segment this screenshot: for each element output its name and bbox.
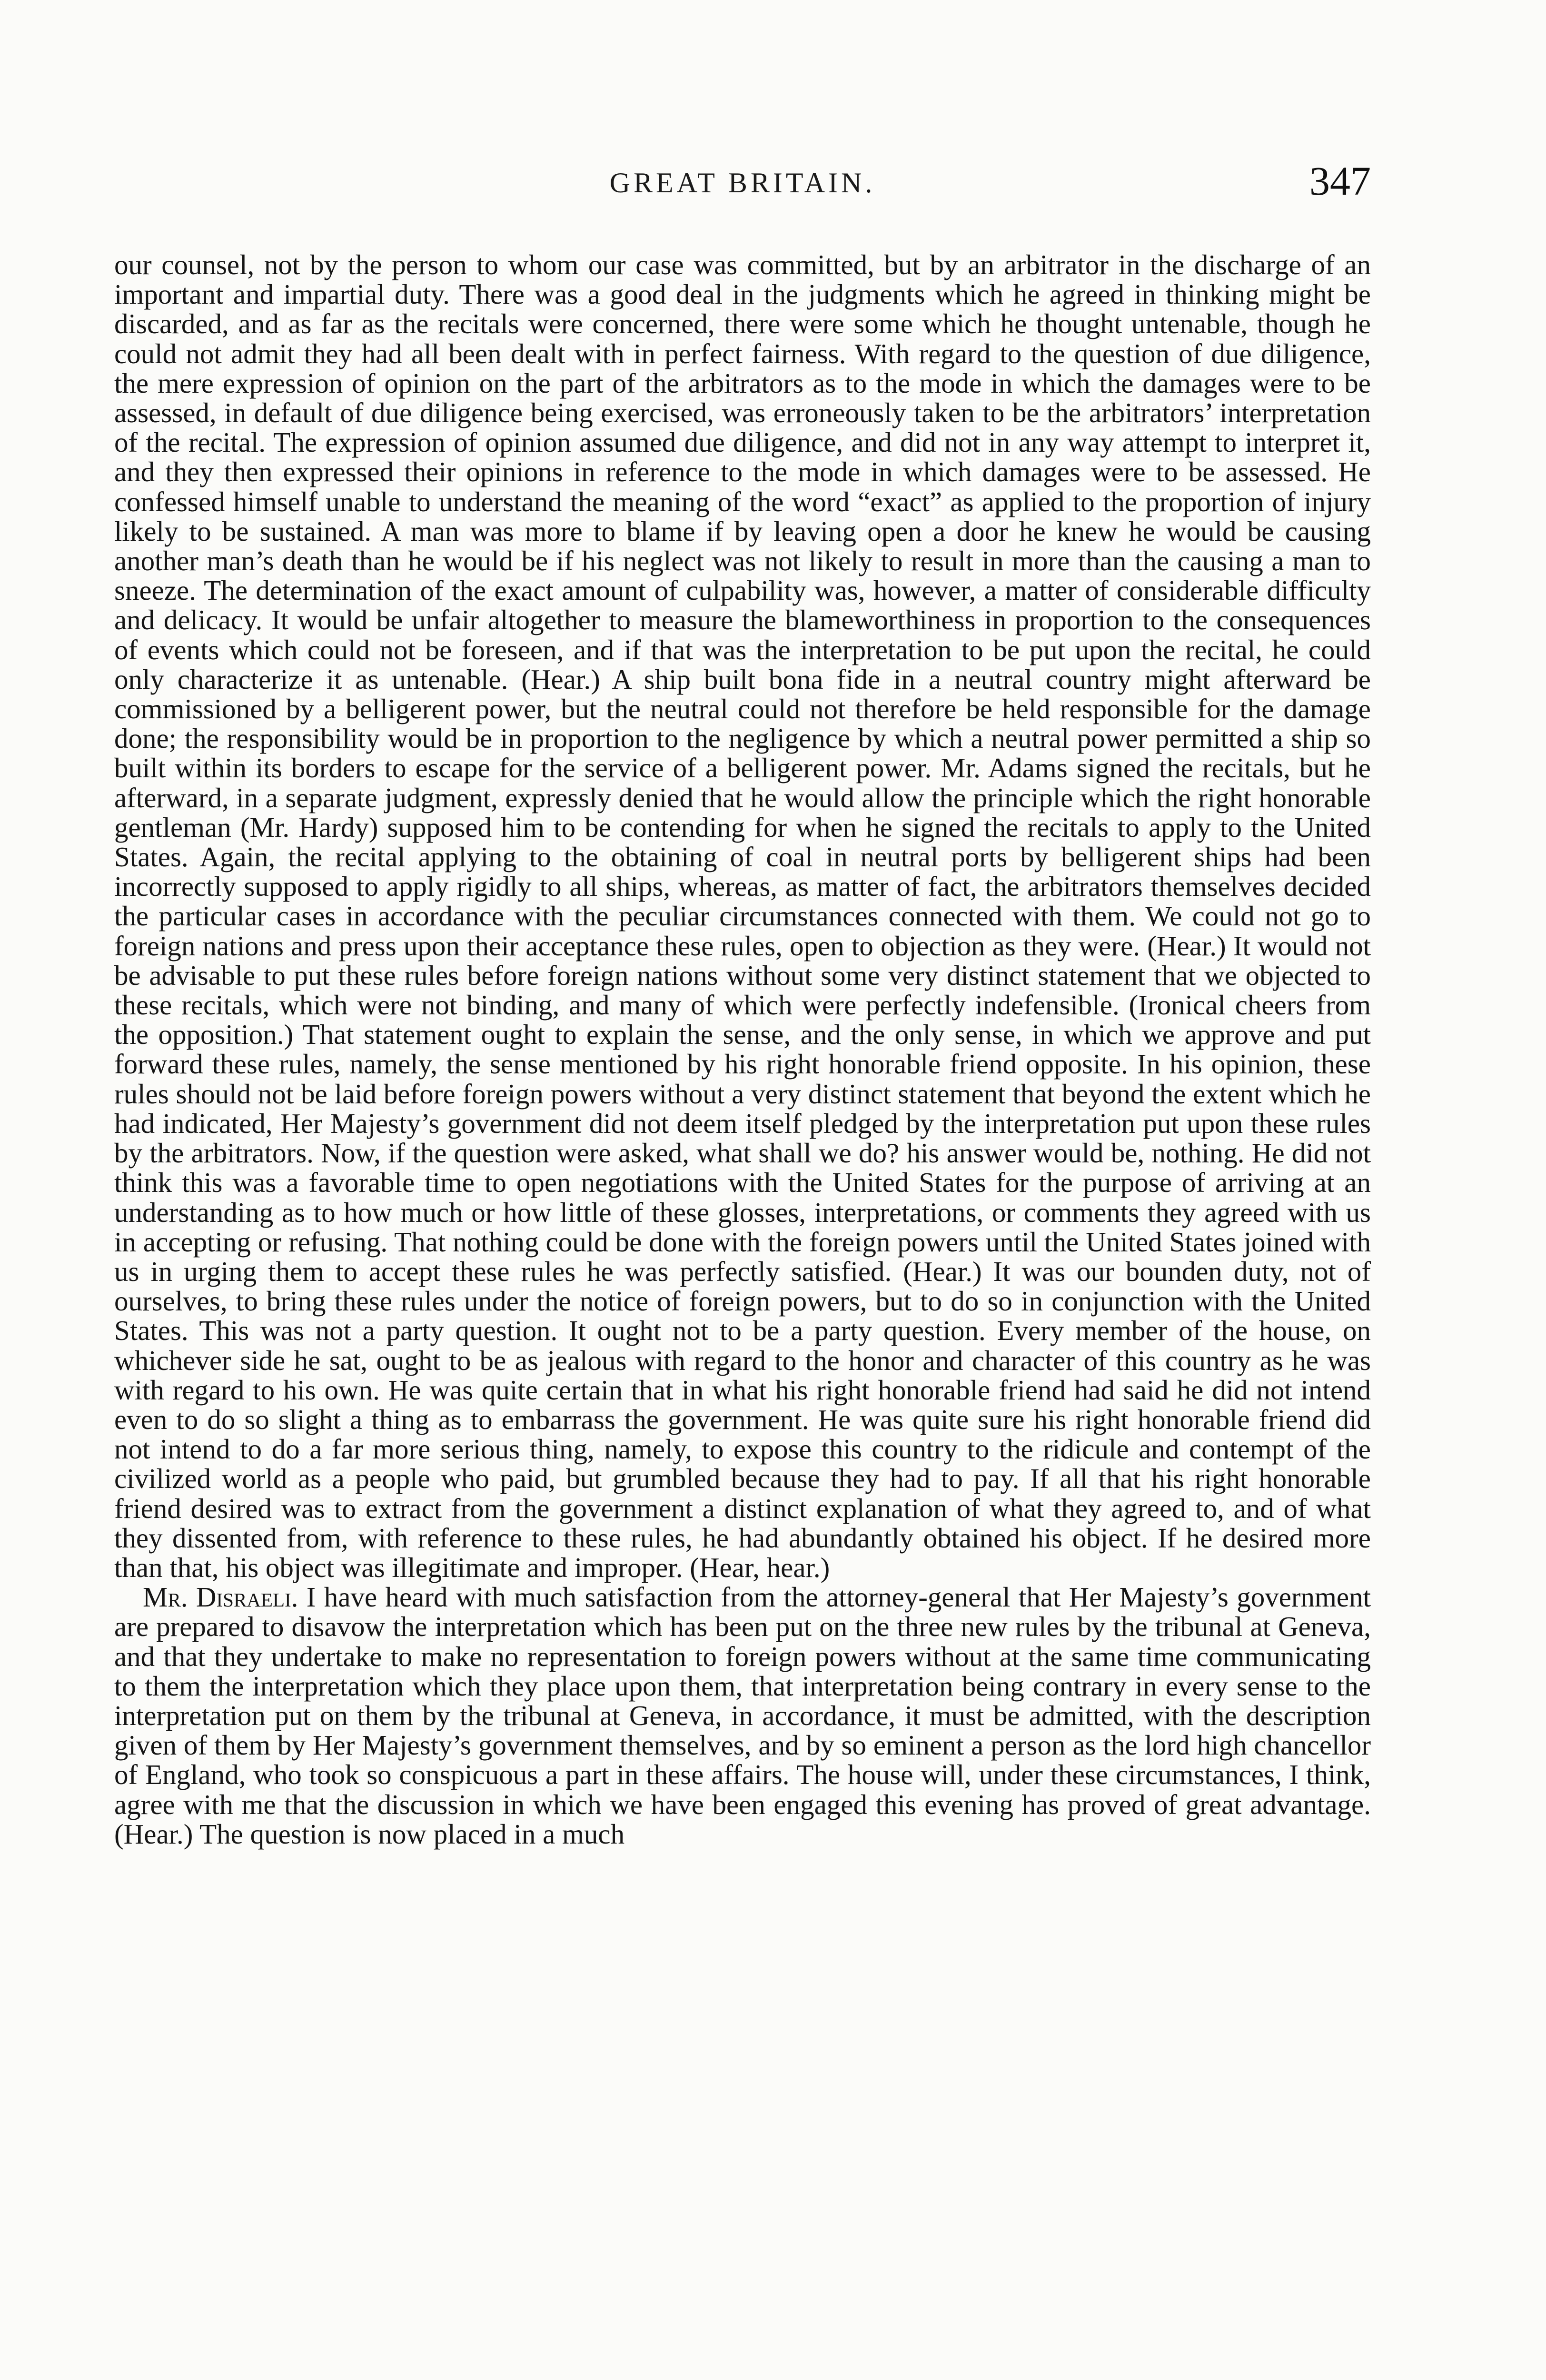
paragraph-text: our counsel, not by the person to whom our case was committed, but by an arbitrator in the discharge of an important and impartial duty. There was a good deal in the judgments which he agreed in thinking might be discarded, and as far as the recitals were concerned, there were some which he thought untenable, though he could not admit they had all been dealt with in perfect fairness. With regard to the question of due diligence, the mere expression of opinion on the part of the arbitrators as to the mode in which the damages were to be assessed, in default of due diligence being exercised, was erroneously taken to be the arbitrators’ interpretation of the recital. The expression of opinion assumed due diligence, and did not in any way attempt to interpret it, and they then expressed their opinions in reference to the mode in which damages were to be assessed. He confessed himself unable to understand the meaning of the word “exact” as applied to the proportion of injury likely to be sustained. A man was more to blame if by leaving open a door he knew he would be causing another man’s death than he would be if his neglect was not likely to result in more than the causing a man to sneeze. The determination of the exact amount of culpability was, however, a matter of considerable difficulty and delicacy. It would be unfair altogether to measure the blameworthiness in proportion to the consequences of events which could not be foreseen, and if that was the interpretation to be put upon the recital, he could only characterize it as untenable. (Hear.) A ship built bona fide in a neutral country might afterward be commissioned by a belligerent power, but the neutral could not therefore be held responsible for the damage done; the responsibility would be in proportion to the negligence by which a neutral power permitted a ship so built within its borders to escape for the service of a belligerent power. Mr. Adams signed the recitals, but he afterward, in a separate judgment, expressly denied that he would allow the principle which the right honorable gentleman (Mr. Hardy) supposed him to be contending for when he signed the recitals to apply to the United States. Again, the recital applying to the obtaining of coal in neutral ports by belligerent ships had been incorrectly supposed to apply rigidly to all ships, whereas, as matter of fact, the arbitrators themselves decided the particular cases in accordance with the peculiar circumstances connected with them. We could not go to foreign nations and press upon their acceptance these rules, open to objection as they were. (Hear.) It would not be advisable to put these rules before foreign nations without some very distinct statement that we objected to these recitals, which were not binding, and many of which were perfectly indefensible. (Ironical cheers from the opposition.) That statement ought to explain the sense, and the only sense, in which we approve and put forward these rules, namely, the sense mentioned by his right honorable friend opposite. In his opinion, these rules should not be laid before foreign powers without a very distinct statement that beyond the extent which he had indicated, Her Majesty’s government did not deem itself pledged by the interpretation put upon these rules by the arbitrators. Now, if the question were asked, what shall we do? his answer would be, nothing. He did not think this was a favorable time to open negotiations with the United States for the purpose of arriving at an understanding as to how much or how little of these glosses, interpretations, or comments they agreed with us in accepting or refusing. That nothing could be done with the foreign powers until the United States joined with us in urging them to accept these rules he was perfectly satisfied. (Hear.) It was our bounden duty, not of ourselves, to bring these rules under the notice of foreign powers, but to do so in conjunction with the United States. This was not a party question. It ought not to be a party question. Every member of the house, on whichever side he sat, ought to be as jealous with regard to the honor and character of this country as he was with regard to his own. He was quite certain that in what his right honorable friend had said he did not intend even to do so slight a thing as to embarrass the government. He was quite sure his right honorable friend did not intend to do a far more serious thing, namely, to expose this country to the ridicule and contempt of the civilized world as a people who paid, but grumbled because they had to pay. If all that his right honorable friend desired was to extract from the government a distinct explanation of what they agreed to, and of what they dissented from, with reference to these rules, he had abundantly obtained his object. If he desired more than that, his object was illegitimate and improper. (Hear, hear.)	[114, 249, 1371, 1583]
paragraph	[114, 1582, 1371, 1849]
running-head: GREAT BRITAIN.	[609, 167, 876, 198]
page-header	[114, 157, 1371, 214]
speaker-name: Mr. Disraeli.	[143, 1581, 298, 1613]
paragraph-text: I have heard with much satisfaction from the attorney-general that Her Majesty’s government are prepared to disavow the interpretation which has been put on the three new rules by the tribunal at Geneva, and that they undertake to make no representation to foreign powers without at the same time communicating to them the interpretation which they place upon them, that interpretation being contrary in every sense to the interpretation put on them by the tribunal at Geneva, in accordance, it must be admitted, with the description given of them by Her Majesty’s government themselves, and by so eminent a person as the lord high chancellor of England, who took so conspicuous a part in these affairs. The house will, under these circumstances, I think, agree with me that the discussion in which we have been engaged this evening has proved of great advantage. (Hear.) The question is now placed in a much	[114, 1581, 1371, 1850]
paragraph	[114, 250, 1371, 1582]
body-text	[114, 250, 1371, 1849]
page-number: 347	[1309, 158, 1371, 204]
